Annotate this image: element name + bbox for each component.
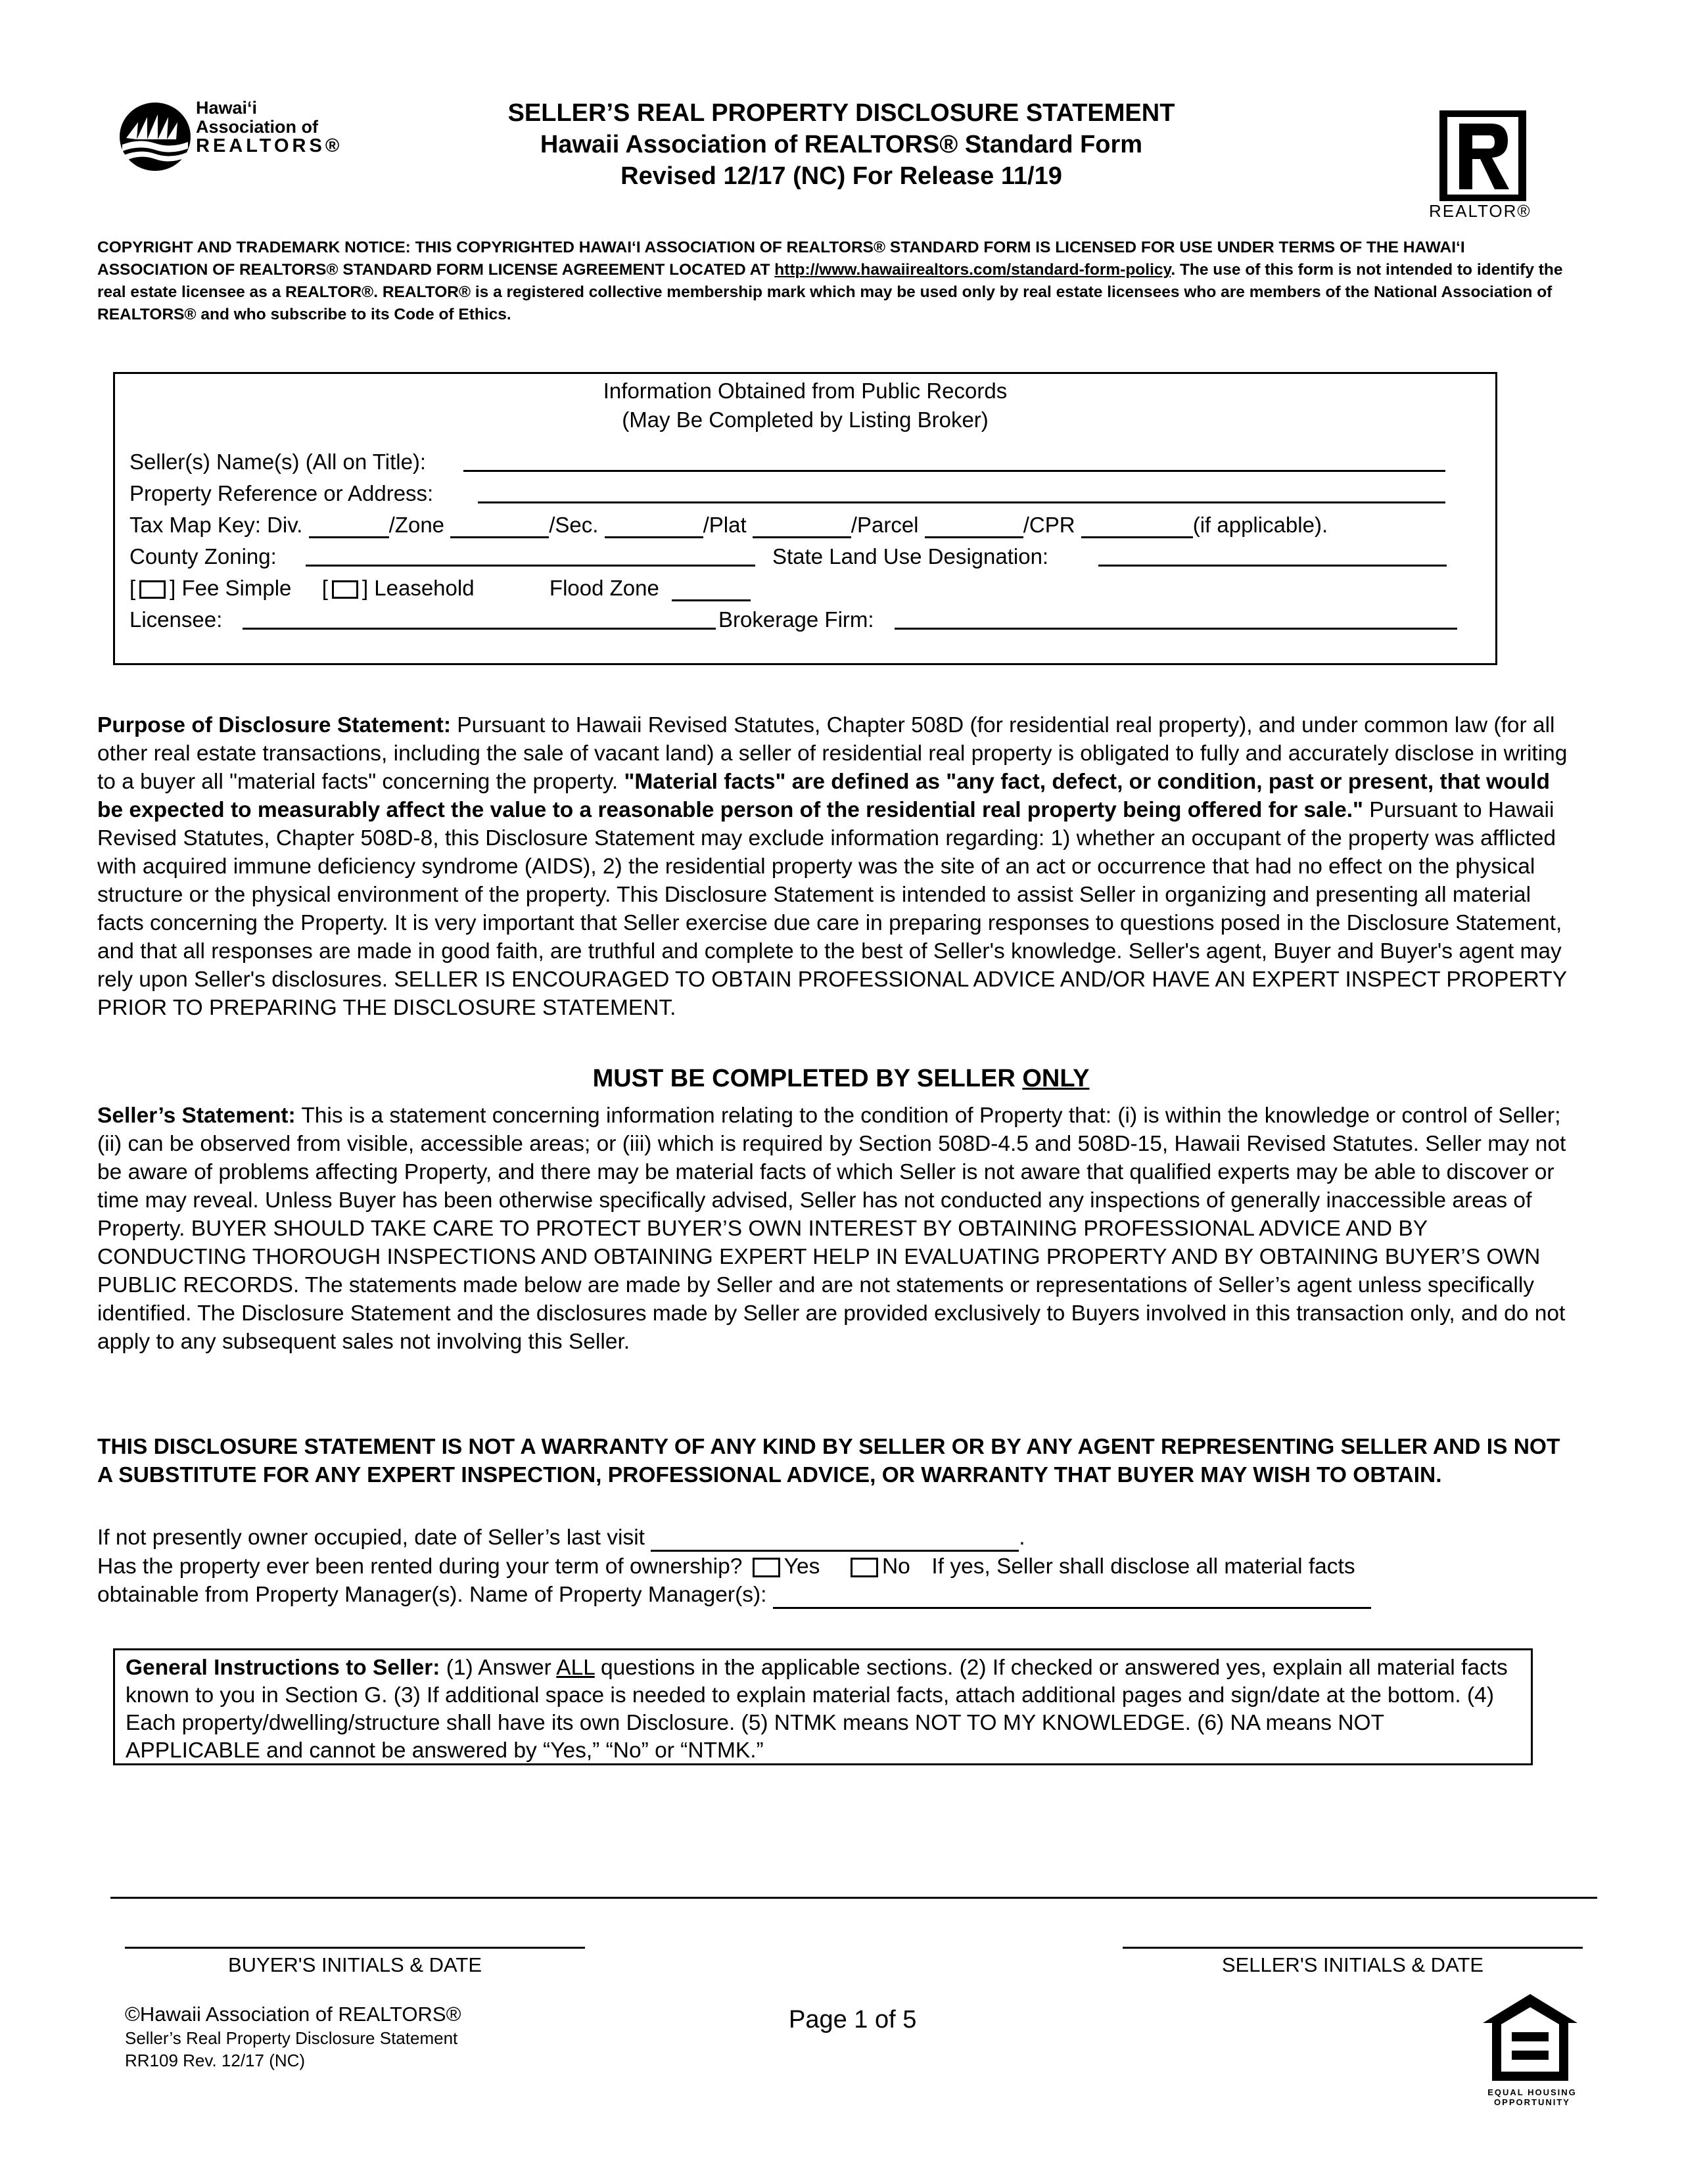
- property-reference-field[interactable]: [478, 501, 1445, 503]
- last-visit-field[interactable]: [651, 1529, 1019, 1552]
- tmk-sec-field[interactable]: [605, 517, 703, 538]
- county-zoning-field[interactable]: [306, 565, 755, 567]
- public-records-title: Information Obtained from Public Records (May Be Completed by Listing Broker): [603, 379, 1008, 432]
- warranty-notice: THIS DISCLOSURE STATEMENT IS NOT A WARRANTY OF ANY KIND BY SELLER OR BY ANY AGENT REPRESENTING SELLER AND IS NOT A SUBSTITUTE FOR ANY EXPERT INSPECTION, PROFESSIONAL ADVICE, OR WARRANTY THAT BUYER MAY WISH TO OBTAIN.: [97, 1435, 1560, 1487]
- realtor-r-icon: [1439, 110, 1526, 201]
- equal-housing-label: EQUAL HOUSING OPPORTUNITY: [1487, 2087, 1577, 2107]
- equal-housing-opportunity-icon: [1479, 1991, 1581, 2083]
- licensee-field[interactable]: [243, 628, 716, 630]
- sellers-names-row: Seller(s) Name(s) (All on Title):: [129, 450, 427, 474]
- property-reference-row: Property Reference or Address:: [129, 481, 434, 505]
- page-number: Page 1 of 5: [789, 2006, 917, 2033]
- footer-form-number: RR109 Rev. 12/17 (NC): [125, 2051, 306, 2070]
- tmk-parcel-field[interactable]: [925, 517, 1023, 538]
- tmk-plat-field[interactable]: [753, 517, 851, 538]
- general-instructions-box: General Instructions to Seller: (1) Answer ALL questions in the applicable sections. (2) If checked or answered yes, explain all material facts known to you in Section G. (3) If additional space is needed to explain material facts, attach additional pages and sign/date at the bottom. (4) Each property/dwelling/structure shall have its own Disclosure. (5) NTMK means NOT TO MY KNOWLEDGE. (6) NA means NOT APPLICABLE and cannot be answered by “Yes,” “No” or “NTMK.”: [113, 1648, 1533, 1765]
- sellers-statement-paragraph: Seller’s Statement: This is a statement concerning information relating to the condition of Property that: (i) is within the knowledge or control of Seller; (ii) can be observed from visible, accessible areas; or (iii) which is required by Section 508D-4.5 and 508D-15, Hawaii Revised Statutes. Seller may not be aware of problems affecting Property, and there may be material facts of which Seller is not aware that qualified experts may be able to discover or time may reveal. Unless Buyer has been otherwise specifically advised, Seller has not conducted any inspections of generally inaccessible areas of Property. BUYER SHOULD TAKE CARE TO PROTECT BUYER’S OWN INTEREST BY OBTAINING PROFESSIONAL ADVICE AND BY CONDUCTING THOROUGH INSPECTIONS AND OBTAINING EXPERT HELP IN EVALUATING PROPERTY AND BY OBTAINING BUYER’S OWN PUBLIC RECORDS. The statements made below are made by Seller and are not statements or representations of Seller’s agent unless specifically identified. The Disclosure Statement and the disclosures made by Seller are provided exclusively to Buyers involved in this transaction only, and do not apply to any subsequent sales not involving this Seller.: [97, 1104, 1566, 1354]
- buyer-initials-field[interactable]: [125, 1947, 585, 1949]
- rented-no-checkbox[interactable]: [851, 1558, 878, 1577]
- public-records-box: [113, 372, 1497, 665]
- footer-form-info: [125, 2002, 461, 2072]
- purpose-paragraph: Purpose of Disclosure Statement: Pursuant to Hawaii Revised Statutes, Chapter 508D (for residential real property), and under common law (for all other real estate transactions, including the sale of vacant land) a seller of residential real property is obligated to fully and accurately disclose in writing to a buyer all "material facts" concerning the property. "Material facts" are defined as "any fact, defect, or condition, past or present, that would be expected to measurably affect the value to a reasonable person of the residential real property being offered for sale." Pursuant to Hawaii Revised Statutes, Chapter 508D-8, this Disclosure Statement may exclude information regarding: 1) whether an occupant of the property was afflicted with acquired immune deficiency syndrome (AIDS), 2) the residential property was the site of an act or occurrence that had no effect on the physical structure or the physical environment of the property. This Disclosure Statement is intended to assist Seller in organizing and presenting all material facts concerning the Property. It is very important that Seller exercise due care in preparing responses to questions posed in the Disclosure Statement, and that all responses are made in good faith, are truthful and complete to the best of Seller's knowledge. Seller's agent, Buyer and Buyer's agent may rely upon Seller's disclosures. SELLER IS ENCOURAGED TO OBTAIN PROFESSIONAL ADVICE AND/OR HAVE AN EXPERT INSPECT PROPERTY PRIOR TO PREPARING THE DISCLOSURE STATEMENT.: [97, 713, 1568, 1020]
- title-line-3: Revised 12/17 (NC) For Release 11/19: [620, 162, 1062, 190]
- title-line-1: SELLER’S REAL PROPERTY DISCLOSURE STATEMENT: [507, 99, 1175, 127]
- hawaii-realtors-logo-text: Hawai‘i Association of REALTORS®: [196, 98, 343, 156]
- footer-divider: [110, 1897, 1597, 1899]
- title-line-2: Hawaii Association of REALTORS® Standard Form: [540, 131, 1143, 158]
- tmk-div-field[interactable]: [309, 517, 389, 538]
- standard-form-policy-link[interactable]: http://www.hawaiirealtors.com/standard-form-policy: [774, 261, 1171, 279]
- state-land-use-row: State Land Use Designation:: [772, 544, 1049, 569]
- state-land-use-field[interactable]: [1098, 565, 1447, 567]
- last-visit-row: If not presently owner occupied, date of Seller’s last visit .: [97, 1523, 1576, 1552]
- tax-map-key-row: Tax Map Key: Div. /Zone /Sec. /Plat /Parcel /CPR (if applicable).: [129, 513, 1328, 537]
- seller-initials-field[interactable]: [1123, 1947, 1583, 1949]
- flood-zone-field[interactable]: [672, 580, 751, 601]
- sellers-names-field[interactable]: [463, 470, 1445, 472]
- brokerage-row: Brokerage Firm:: [718, 607, 874, 632]
- buyer-initials-label: BUYER'S INITIALS & DATE: [227, 1953, 482, 1976]
- form-title: [368, 97, 1315, 192]
- tmk-zone-field[interactable]: [450, 517, 549, 538]
- realtor-logo-label: REALTOR®: [1429, 201, 1531, 221]
- footer-copyright: ©Hawaii Association of REALTORS®: [125, 2003, 461, 2026]
- licensee-row: Licensee:: [129, 607, 223, 632]
- seller-initials-label: SELLER'S INITIALS & DATE: [1221, 1953, 1484, 1976]
- realtor-r-logo: [1439, 110, 1526, 201]
- hawaii-realtors-logo: [117, 97, 360, 183]
- must-be-completed-heading: MUST BE COMPLETED BY SELLER ONLY: [592, 1065, 1090, 1092]
- tmk-cpr-field[interactable]: [1081, 517, 1193, 538]
- hawaii-realtors-logo-icon: [117, 100, 193, 179]
- tenure-row: [ ] Fee Simple [ ] Leasehold Flood Zone: [129, 575, 751, 601]
- copyright-notice: COPYRIGHT AND TRADEMARK NOTICE: THIS COPYRIGHTED HAWAI‘I ASSOCIATION OF REALTORS® STANDARD FORM IS LICENSED FOR USE UNDER TERMS OF THE HAWAI‘I ASSOCIATION OF REALTORS® STANDARD FORM LICENSE AGREEMENT LOCATED AT http://www.hawaiirealtors.com/standard-form-policy. The use of this form is not intended to identify the real estate licensee as a REALTOR®. REALTOR® is a registered collective membership mark which may be used only by real estate licensees who are members of the National Association of REALTORS® and who subscribe to its Code of Ethics.: [97, 239, 1563, 323]
- brokerage-field[interactable]: [895, 628, 1457, 630]
- rented-row: Has the property ever been rented during your term of ownership? Yes No If yes, Seller shall disclose all material facts: [97, 1554, 1355, 1579]
- equal-housing-logo: [1479, 1991, 1581, 2100]
- rented-yes-checkbox[interactable]: [753, 1558, 780, 1577]
- leasehold-checkbox[interactable]: [332, 580, 358, 599]
- property-manager-field[interactable]: [773, 1586, 1371, 1609]
- property-manager-row: obtainable from Property Manager(s). Name of Property Manager(s):: [97, 1581, 1576, 1609]
- footer-form-name: Seller’s Real Property Disclosure Statement: [125, 2028, 458, 2048]
- fee-simple-checkbox[interactable]: [139, 580, 166, 599]
- county-zoning-row: County Zoning:: [129, 544, 277, 569]
